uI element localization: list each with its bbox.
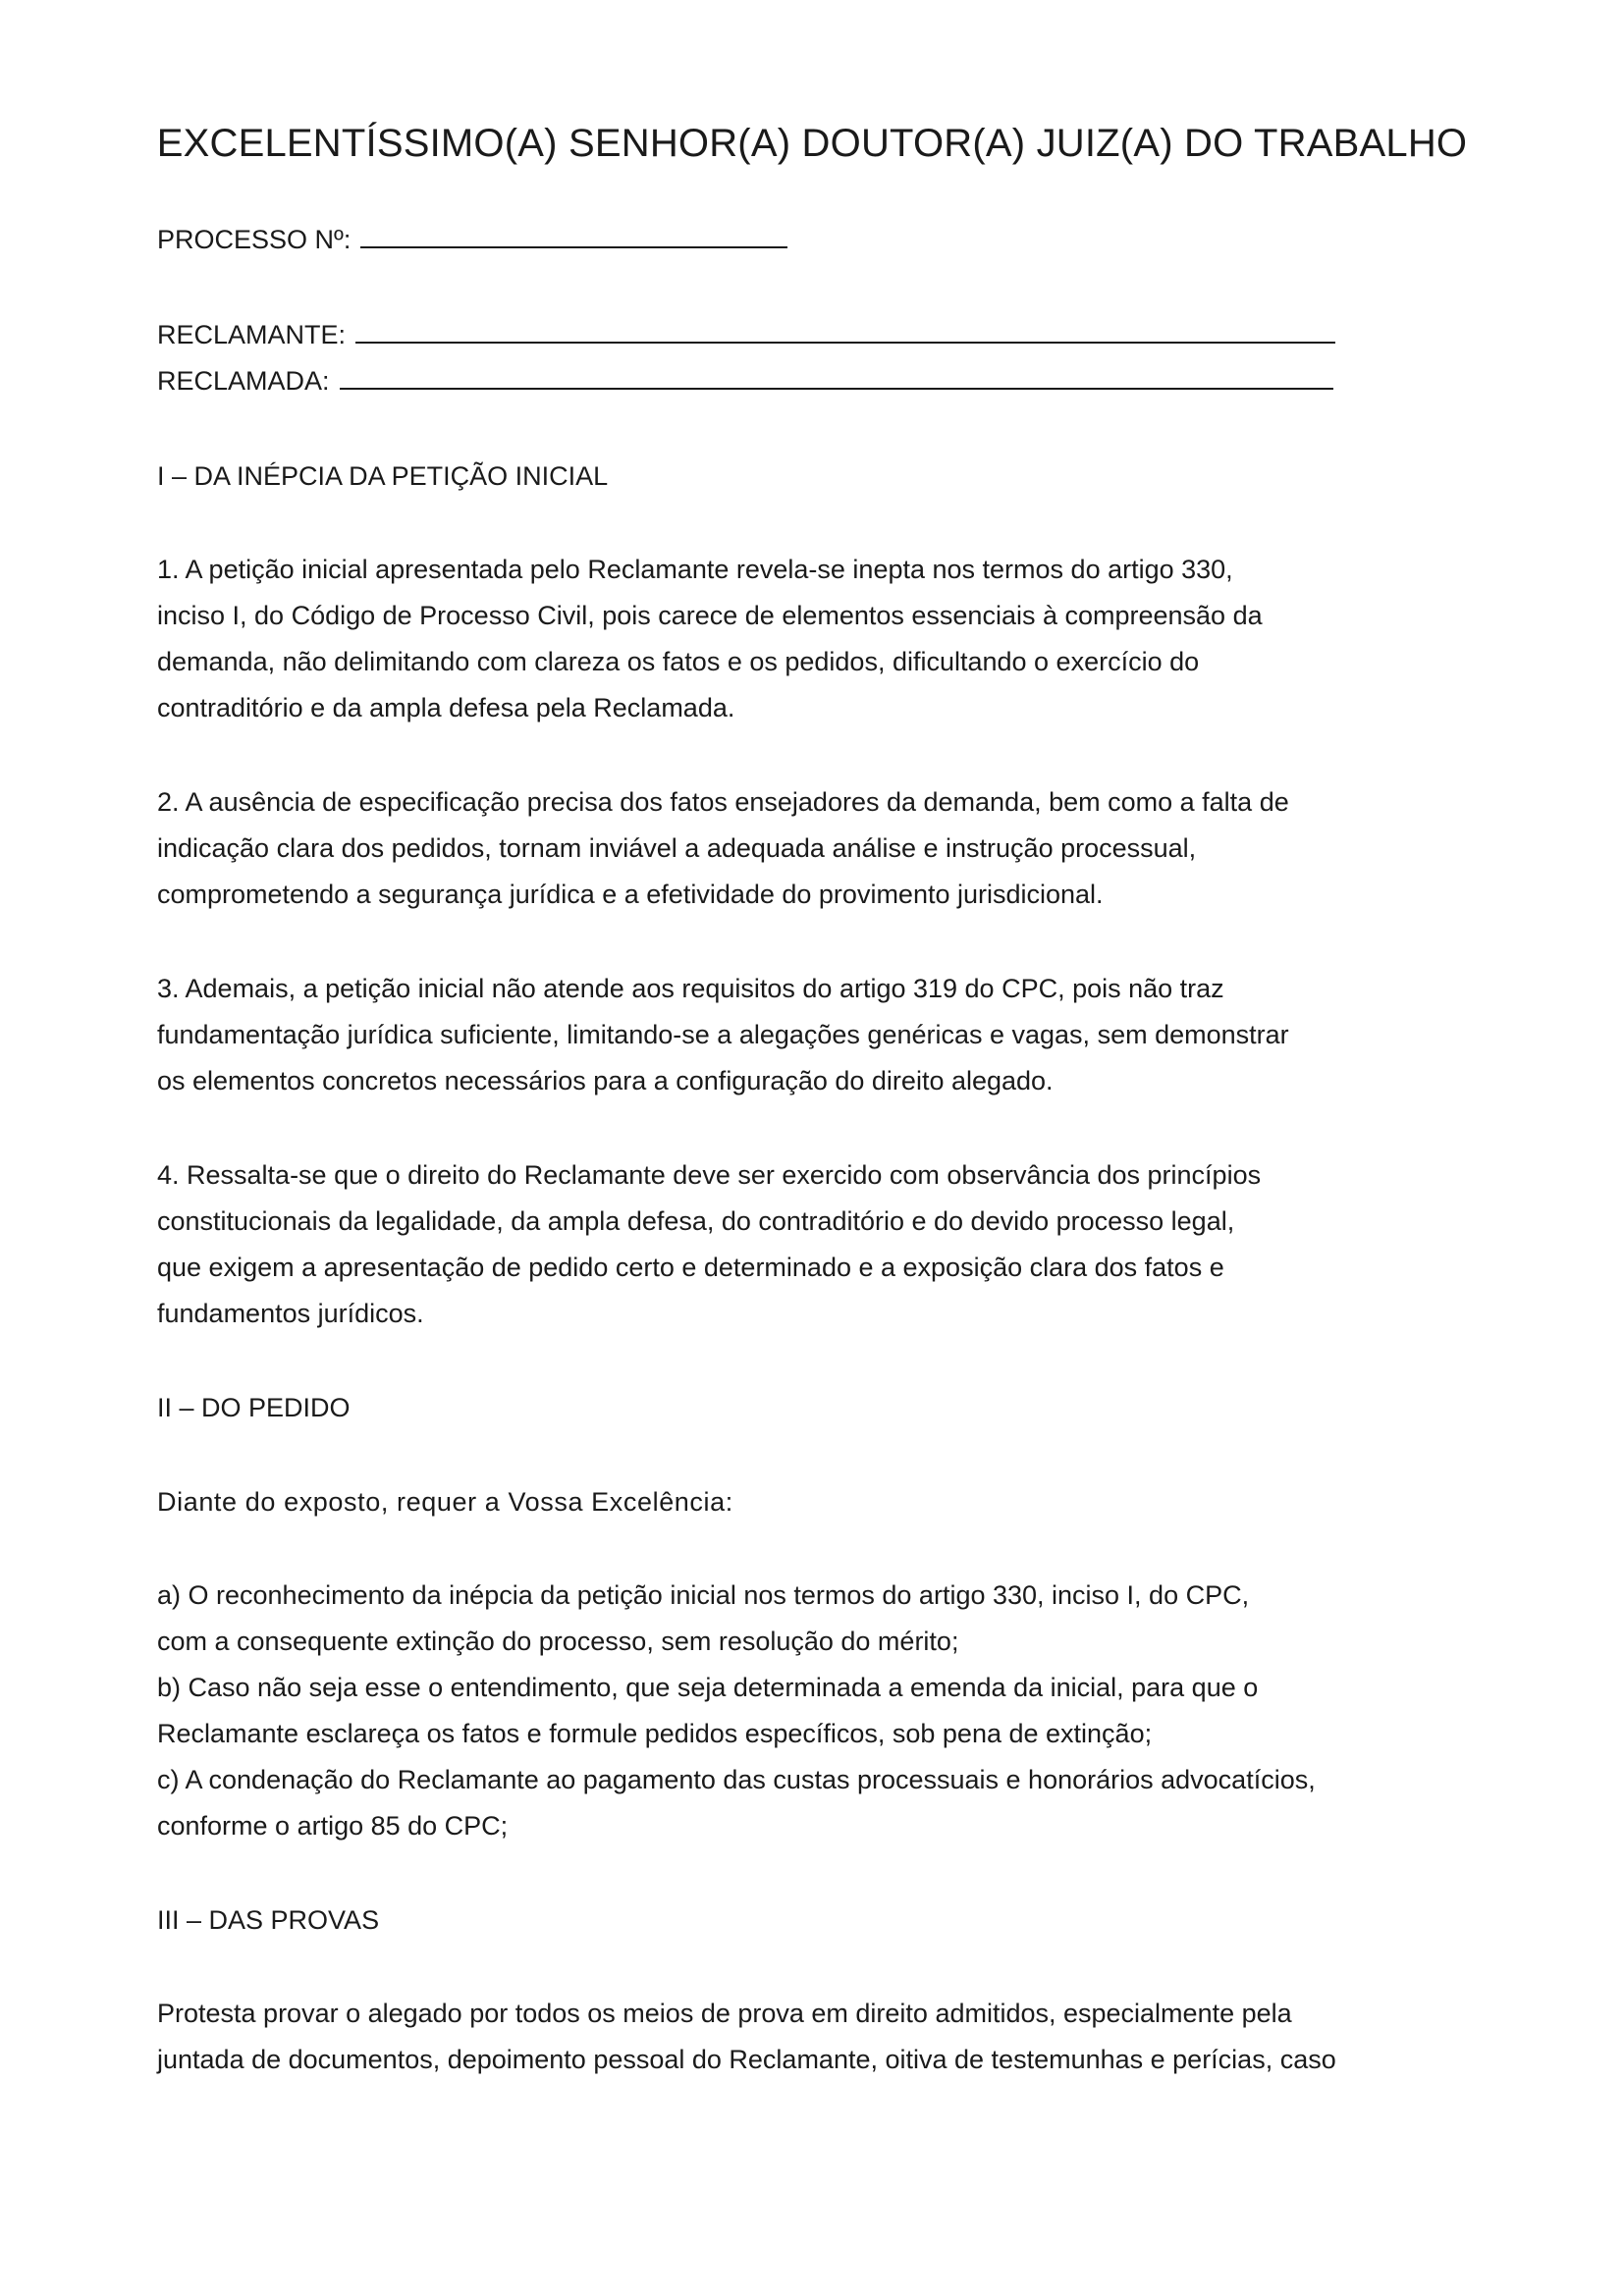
- paragraph-1-line-2: inciso I, do Código de Processo Civil, pois carece de elementos essenciais à compreensão da: [157, 601, 1263, 630]
- paragraph-4-line-1: 4. Ressalta-se que o direito do Reclamante deve ser exercido com observância dos princípios: [157, 1160, 1262, 1190]
- section-heading-provas: III – DAS PROVAS: [157, 1905, 380, 1935]
- paragraph-2-line-1: 2. A ausência de especificação precisa dos fatos ensejadores da demanda, bem como a falta de: [157, 787, 1289, 817]
- provas-line-2: juntada de documentos, depoimento pessoal do Reclamante, oitiva de testemunhas e perícias, caso: [157, 2045, 1336, 2074]
- reclamante-field: [157, 315, 1335, 354]
- processo-blank: [360, 221, 787, 248]
- pedido-item-b-line-2: Reclamante esclareça os fatos e formule pedidos específicos, sob pena de extinção;: [157, 1719, 1153, 1748]
- pedido-item-c-line-1: c) A condenação do Reclamante ao pagamento das custas processuais e honorários advocatícios,: [157, 1765, 1316, 1794]
- pedido-intro: Diante do exposto, requer a Vossa Excelência:: [157, 1487, 733, 1517]
- section-heading-inepcia: I – DA INÉPCIA DA PETIÇÃO INICIAL: [157, 461, 609, 491]
- paragraph-2-line-3: comprometendo a segurança jurídica e a efetividade do provimento jurisdicional.: [157, 880, 1104, 909]
- paragraph-3-line-2: fundamentação jurídica suficiente, limitando-se a alegações genéricas e vagas, sem demonstrar: [157, 1020, 1289, 1049]
- paragraph-4-line-4: fundamentos jurídicos.: [157, 1299, 424, 1328]
- reclamante-blank: [355, 316, 1335, 344]
- processo-label: PROCESSO Nº:: [157, 225, 352, 254]
- paragraph-3-line-3: os elementos concretos necessários para a configuração do direito alegado.: [157, 1066, 1054, 1095]
- pedido-item-b-line-1: b) Caso não seja esse o entendimento, que seja determinada a emenda da inicial, para que o: [157, 1673, 1259, 1702]
- paragraph-1-line-1: 1. A petição inicial apresentada pelo Reclamante revela-se inepta nos termos do artigo 330,: [157, 555, 1233, 584]
- section-heading-pedido: II – DO PEDIDO: [157, 1393, 351, 1422]
- paragraph-4-line-3: que exigem a apresentação de pedido certo e determinado e a exposição clara dos fatos e: [157, 1253, 1224, 1282]
- document-title: EXCELENTÍSSIMO(A) SENHOR(A) DOUTOR(A) JUIZ(A) DO TRABALHO: [156, 122, 1468, 165]
- paragraph-1-line-4: contraditório e da ampla defesa pela Reclamada.: [157, 693, 735, 722]
- pedido-item-a-line-2: com a consequente extinção do processo, sem resolução do mérito;: [157, 1627, 959, 1656]
- reclamante-label: RECLAMANTE:: [157, 320, 347, 349]
- processo-field: [157, 220, 787, 259]
- paragraph-1-line-3: demanda, não delimitando com clareza os fatos e os pedidos, dificultando o exercício do: [157, 647, 1200, 676]
- pedido-item-a-line-1: a) O reconhecimento da inépcia da petição inicial nos termos do artigo 330, inciso I, do CPC,: [157, 1580, 1250, 1610]
- provas-line-1: Protesta provar o alegado por todos os meios de prova em direito admitidos, especialmente pela: [157, 1999, 1292, 2028]
- pedido-item-c-line-2: conforme o artigo 85 do CPC;: [157, 1811, 509, 1841]
- paragraph-4-line-2: constitucionais da legalidade, da ampla defesa, do contraditório e do devido processo legal,: [157, 1206, 1235, 1236]
- reclamada-field: [157, 361, 1333, 400]
- paragraph-3-line-1: 3. Ademais, a petição inicial não atende aos requisitos do artigo 319 do CPC, pois não traz: [157, 974, 1224, 1003]
- reclamada-label: RECLAMADA:: [157, 366, 330, 396]
- reclamada-blank: [340, 362, 1333, 390]
- paragraph-2-line-2: indicação clara dos pedidos, tornam inviável a adequada análise e instrução processual,: [157, 833, 1197, 863]
